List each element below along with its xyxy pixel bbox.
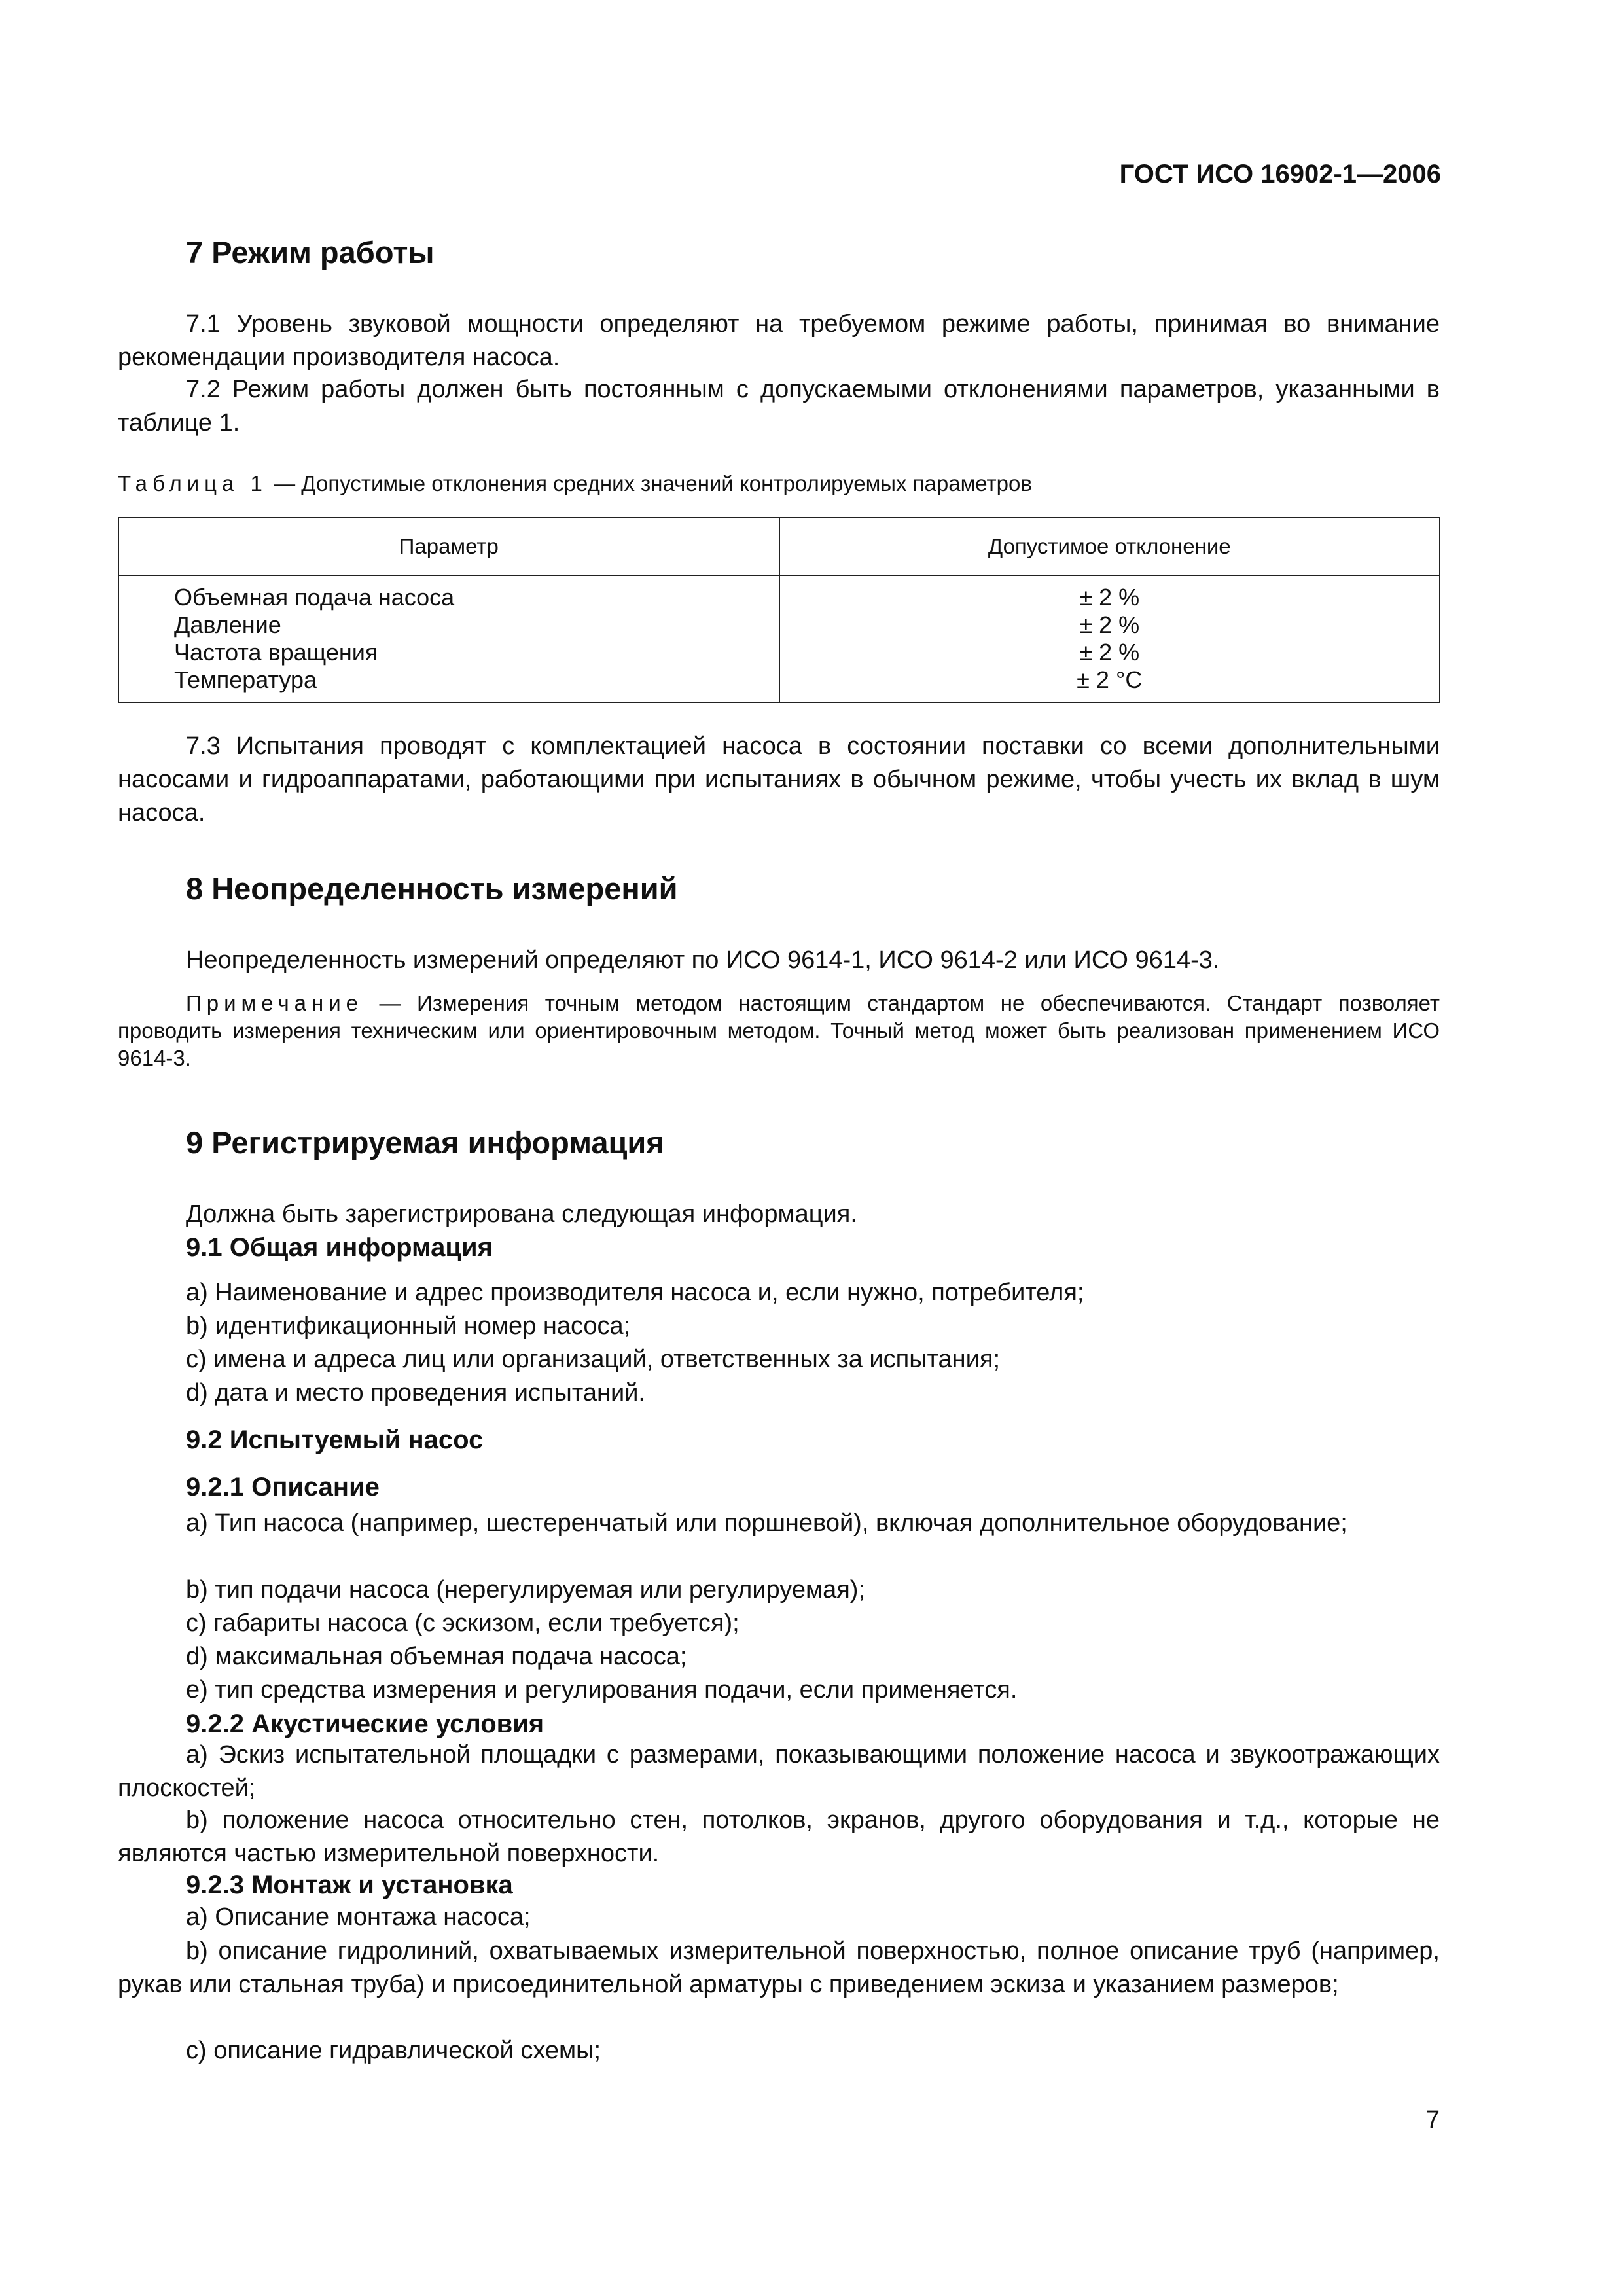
parameter-column: [118, 575, 779, 702]
section-9-2-2-title: 9.2.2 Акустические условия: [186, 1710, 544, 1738]
table-cell: ± 2 %: [1079, 611, 1140, 638]
section-9-2-2-item-b: b) положение насоса относительно стен, потолков, экранов, другого оборудования и т.д., которые не являются частью измерительной поверхности.: [118, 1806, 1440, 1867]
section-7-title: 7 Режим работы: [186, 235, 435, 270]
paragraph-7-2: 7.2 Режим работы должен быть постоянным с допускаемыми отклонениями параметров, указанными в таблице 1.: [118, 376, 1440, 437]
note-label: Примечание: [186, 991, 364, 1015]
table-cell: Объемная подача насоса: [174, 584, 455, 611]
section-9-2-3-item-b: b) описание гидролиний, охватываемых измерительной поверхностью, полное описание труб (например, рукав или стальная труба) и присоединительной арматуры с приведением эскиза и указанием размеров;: [118, 1937, 1440, 1998]
table-caption-label: Таблица 1: [118, 471, 268, 495]
section-9-2-1-item-a: a) Тип насоса (например, шестеренчатый или поршневой), включая дополнительное оборудование;: [186, 1509, 1347, 1537]
tolerance-column: [779, 575, 1440, 702]
table-cell: ± 2 °С: [1077, 666, 1143, 693]
list-item: a) Наименование и адрес производителя насоса и, если нужно, потребителя;: [186, 1279, 1084, 1306]
list-item: e) тип средства измерения и регулирования подачи, если применяется.: [186, 1676, 1018, 1704]
tolerance-table: [118, 517, 1440, 703]
list-item: d) дата и место проведения испытаний.: [186, 1379, 645, 1407]
page-number: 7: [1425, 2106, 1440, 2134]
table-cell: ± 2 %: [1079, 639, 1140, 666]
section-9-1-list: [118, 1276, 1440, 1410]
section-9-2-1-title: 9.2.1 Описание: [186, 1473, 380, 1501]
list-item: b) идентификационный номер насоса;: [186, 1312, 631, 1340]
table-cell: ± 2 %: [1079, 584, 1140, 611]
section-9-2-2-item-a: a) Эскиз испытательной площадки с размерами, показывающими положение насоса и звукоотражающих плоскостей;: [118, 1741, 1440, 1802]
table-caption-text: — Допустимые отклонения средних значений контролируемых параметров: [267, 471, 1032, 495]
section-9-2-title: 9.2 Испытуемый насос: [186, 1426, 484, 1454]
paragraph-7-3: 7.3 Испытания проводят с комплектацией насоса в состоянии поставки со всеми дополнительными насосами и гидроаппаратами, работающими при испытаниях в обычном режиме, чтобы учесть их вклад в шум насоса.: [118, 732, 1440, 827]
section-9-1-title: 9.1 Общая информация: [186, 1233, 493, 1262]
table-cell: Частота вращения: [174, 639, 378, 666]
section-9-2-3-item-a: a) Описание монтажа насоса;: [186, 1903, 531, 1931]
document-header: ГОСТ ИСО 16902-1—2006: [1119, 160, 1441, 188]
list-item: d) максимальная объемная подача насоса;: [186, 1643, 687, 1670]
table-cell: Температура: [174, 666, 317, 693]
table-caption: [118, 471, 1032, 496]
section-9-title: 9 Регистрируемая информация: [186, 1125, 664, 1160]
paragraph-7-1: 7.1 Уровень звуковой мощности определяют на требуемом режиме работы, принимая во внимание рекомендации производителя насоса.: [118, 310, 1440, 371]
section-8-note: [118, 990, 1440, 1072]
table-cell: Давление: [174, 611, 281, 638]
list-item: b) тип подачи насоса (нерегулируемая или регулируемая);: [186, 1576, 866, 1604]
section-9-intro: Должна быть зарегистрирована следующая информация.: [186, 1200, 857, 1228]
table-header-tolerance: Допустимое отклонение: [779, 518, 1440, 575]
section-8-title: 8 Неопределенность измерений: [186, 871, 678, 906]
section-9-2-3-item-c: c) описание гидравлической схемы;: [186, 2037, 601, 2064]
note-text: — Измерения точным методом настоящим стандартом не обеспечиваются. Стандарт позволяет проводить измерения техническим или ориентировочным методом. Точный метод может быть реализован применением ИСО 9614-3.: [118, 991, 1440, 1070]
list-item: c) имена и адреса лиц или организаций, ответственных за испытания;: [186, 1346, 1000, 1373]
section-8-text: Неопределенность измерений определяют по ИСО 9614-1, ИСО 9614-2 или ИСО 9614-3.: [186, 946, 1220, 974]
table-header-parameter: Параметр: [118, 518, 779, 575]
list-item: c) габариты насоса (с эскизом, если требуется);: [186, 1609, 740, 1637]
section-9-2-1-list: [118, 1573, 1440, 1707]
section-9-2-3-title: 9.2.3 Монтаж и установка: [186, 1871, 513, 1899]
